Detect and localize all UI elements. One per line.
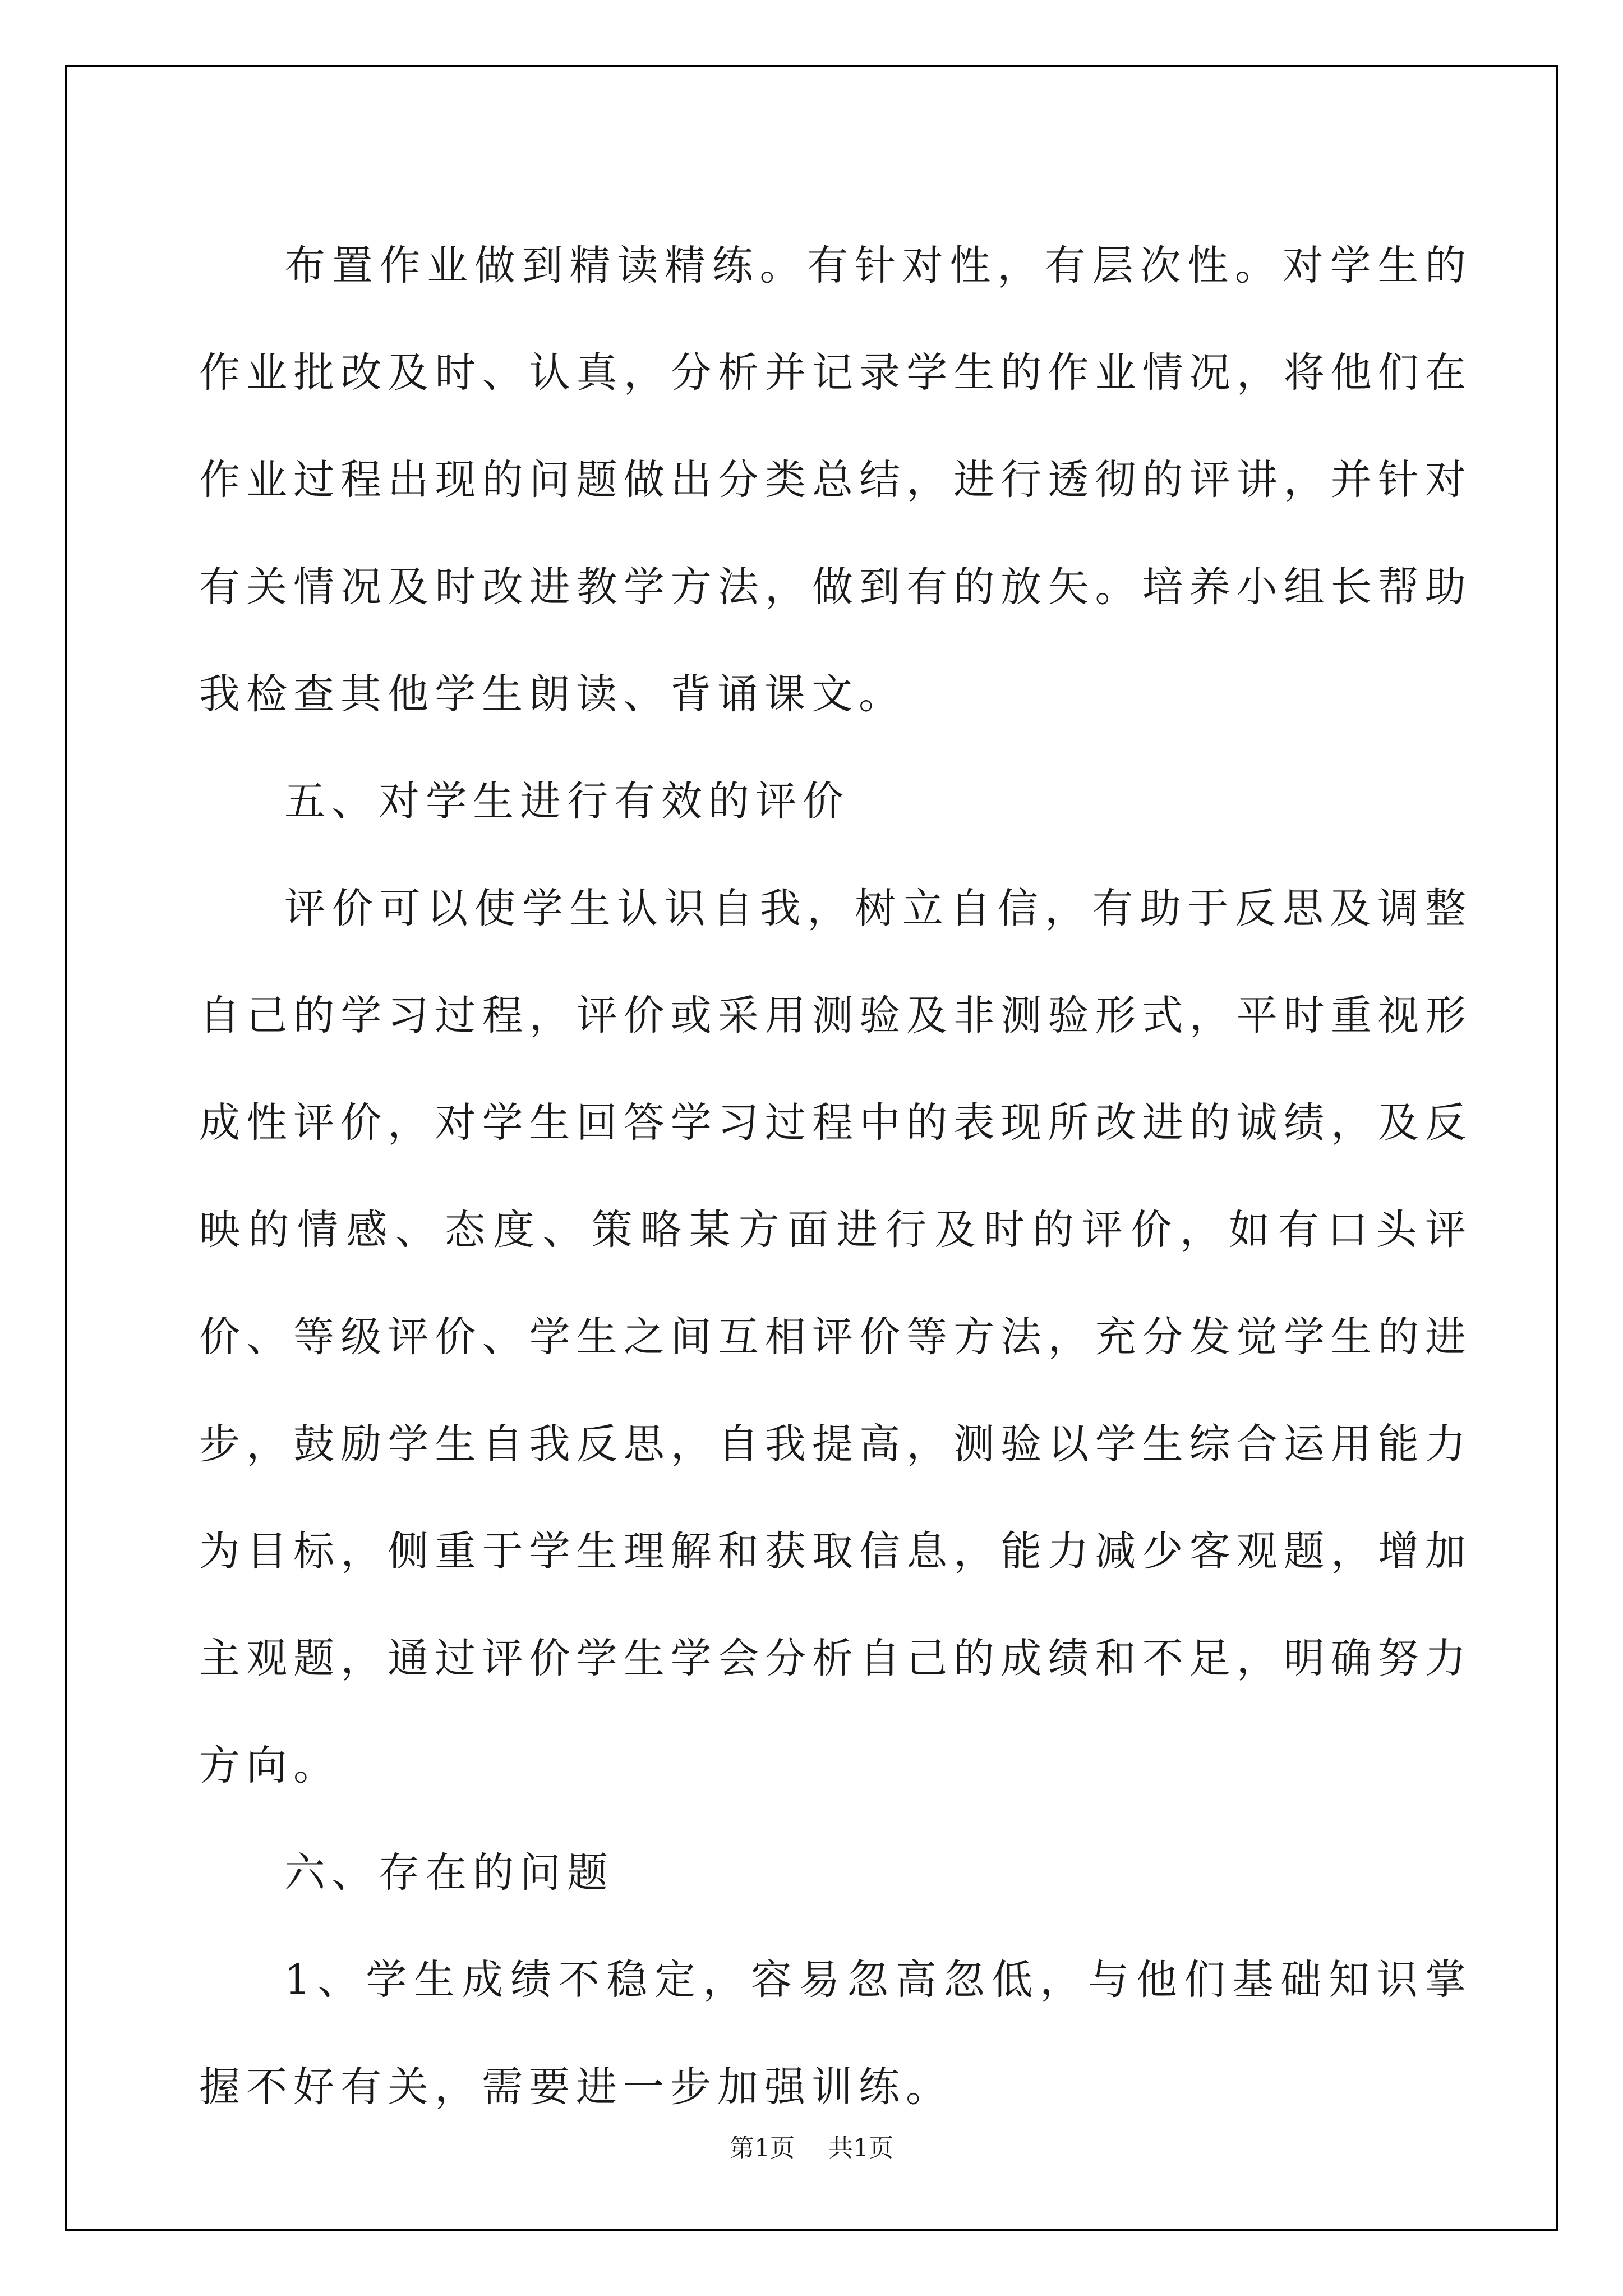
page-number: 第1页 bbox=[730, 2134, 795, 2162]
section-heading-evaluation: 五、对学生进行有效的评价 bbox=[284, 777, 850, 825]
paragraph-problem-1: 1、学生成绩不稳定，容易忽高忽低，与他们基础知识掌握不好有关，需要进一步加强训练。 bbox=[199, 1956, 1472, 2111]
total-pages: 共1页 bbox=[828, 2134, 893, 2162]
section-heading-problems: 六、存在的问题 bbox=[284, 1849, 614, 1897]
document-body bbox=[199, 212, 1472, 2141]
page-footer bbox=[0, 2132, 1623, 2165]
paragraph-homework: 布置作业做到精读精练。有针对性，有层次性。对学生的作业批改及时、认真，分析并记录学生的作业情况，将他们在作业过程出现的问题做出分类总结，进行透彻的评讲，并针对有关情况及时改进教学方法，做到有的放矢。培养小组长帮助我检查其他学生朗读、背诵课文。 bbox=[199, 242, 1472, 718]
paragraph-evaluation: 评价可以使学生认识自我，树立自信，有助于反思及调整自己的学习过程，评价或采用测验及非测验形式，平时重视形成性评价，对学生回答学习过程中的表现所改进的诚绩，及反映的情感、态度、策略某方面进行及时的评价，如有口头评价、等级评价、学生之间互相评价等方法，充分发觉学生的进步，鼓励学生自我反思，自我提高，测验以学生综合运用能力为目标，侧重于学生理解和获取信息，能力减少客观题，增加主观题，通过评价学生学会分析自己的成绩和不足，明确努力方向。 bbox=[199, 885, 1472, 1789]
